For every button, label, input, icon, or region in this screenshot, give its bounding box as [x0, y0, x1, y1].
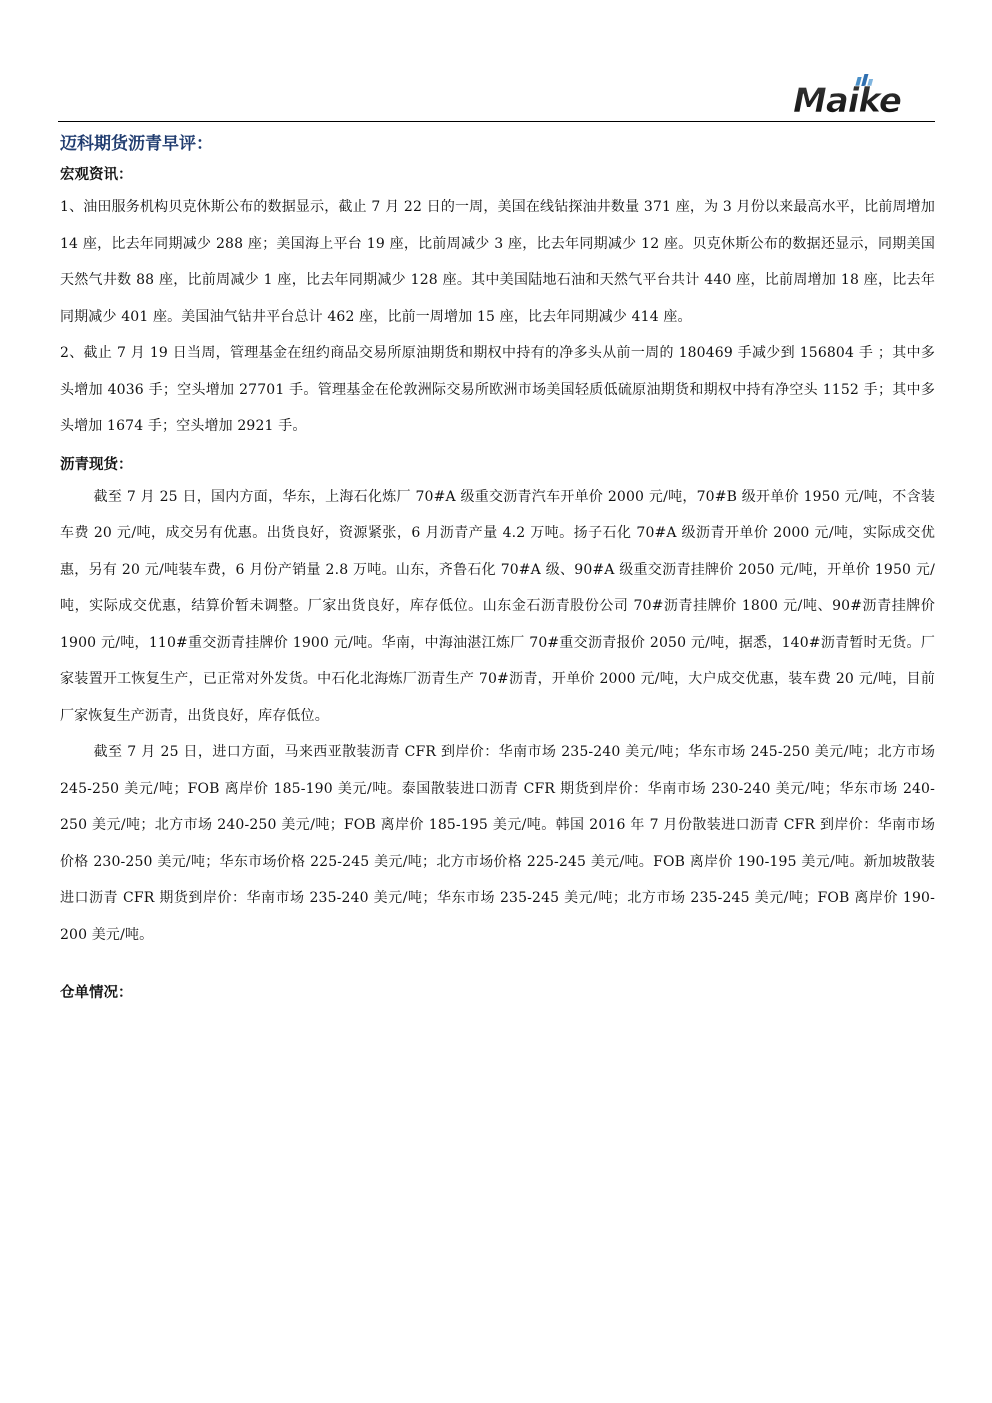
header-rule: [58, 121, 935, 122]
section-heading-warehouse: 仓单情况：: [60, 985, 133, 1001]
page-header: [58, 68, 935, 122]
maike-logo: [789, 72, 929, 118]
section-heading-macro: 宏观资讯：: [60, 167, 133, 183]
macro-paragraph-1: 1、油田服务机构贝克休斯公布的数据显示，截止 7 月 22 日的一周，美国在线钻探油井数量 371 座，为 3 月份以来最高水平，比前周增加 14 座，比去年同期减少 288 座；美国海上平台 19 座，比前周减少 3 座，比去年同期减少 12 座。贝克休斯公布的数据还显示，同期美国天然气井数 88 座，比前周减少 1 座，比去年同期减少 128 座。其中美国陆地石油和天然气平台共计 440 座，比前周增加 18 座，比去年同期减少 401 座。美国油气钻井平台总计 462 座，比前一周增加 15 座，比去年同期减少 414 座。: [60, 199, 935, 325]
spot-paragraph-domestic: 截至 7 月 25 日，国内方面，华东，上海石化炼厂 70#A 级重交沥青汽车开单价 2000 元/吨，70#B 级开单价 1950 元/吨，不含装车费 20 元/吨，成交另有优惠。出货良好，资源紧张，6 月沥青产量 4.2 万吨。扬子石化 70#A 级沥青开单价 2000 元/吨，实际成交优惠，另有 20 元/吨装车费，6 月份产销量 2.8 万吨。山东，齐鲁石化 70#A 级、90#A 级重交沥青挂牌价 2050 元/吨，开单价 1950 元/吨，实际成交优惠，结算价暂未调整。厂家出货良好，库存低位。山东金石沥青股份公司 70#沥青挂牌价 1800 元/吨、90#沥青挂牌价 1900 元/吨，110#重交沥青挂牌价 1900 元/吨。华南，中海油湛江炼厂 70#重交沥青报价 2050 元/吨，据悉，140#沥青暂时无货。厂家装置开工恢复生产，已正常对外发货。中石化北海炼厂沥青生产 70#沥青，开单价 2000 元/吨，大户成交优惠，装车费 20 元/吨，目前厂家恢复生产沥青，出货良好，库存低位。: [60, 488, 935, 724]
section-warehouse: [60, 983, 935, 1003]
logo-text: Maike: [793, 81, 901, 118]
section-heading-spot: 沥青现货：: [60, 456, 133, 473]
section-macro: [60, 165, 935, 445]
maike-logo-graphic: [789, 72, 929, 118]
section-spot: [60, 455, 935, 954]
macro-paragraph-2: 2、截止 7 月 19 日当周，管理基金在纽约商品交易所原油期货和期权中持有的净多头从前一周的 180469 手减少到 156804 手 ；其中多头增加 4036 手；空头增加 27701 手。管理基金在伦敦洲际交易所欧洲市场美国轻质低硫原油期货和期权中持有净空头 1152 手；其中多头增加 1674 手；空头增加 2921 手。: [60, 345, 935, 434]
spot-paragraph-import: 截至 7 月 25 日，进口方面，马来西亚散装沥青 CFR 到岸价：华南市场 235-240 美元/吨；华东市场 245-250 美元/吨；北方市场 245-250 美元/吨；FOB 离岸价 185-190 美元/吨。泰国散装进口沥青 CFR 期货到岸价：华南市场 230-240 美元/吨；华东市场 240-250 美元/吨；北方市场 240-250 美元/吨；FOB 离岸价 185-195 美元/吨。韩国 2016 年 7 月份散装进口沥青 CFR 到岸价：华南市场价格 230-250 美元/吨；华东市场价格 225-245 美元/吨；北方市场价格 225-245 美元/吨。FOB 离岸价 190-195 美元/吨。新加坡散装进口沥青 CFR 期货到岸价：华南市场 235-240 美元/吨；华东市场 235-245 美元/吨；北方市场 235-245 美元/吨；FOB 离岸价 190-200 美元/吨。: [60, 744, 935, 943]
document-title: 迈科期货沥青早评：: [60, 134, 213, 154]
document-body: [60, 126, 935, 1007]
